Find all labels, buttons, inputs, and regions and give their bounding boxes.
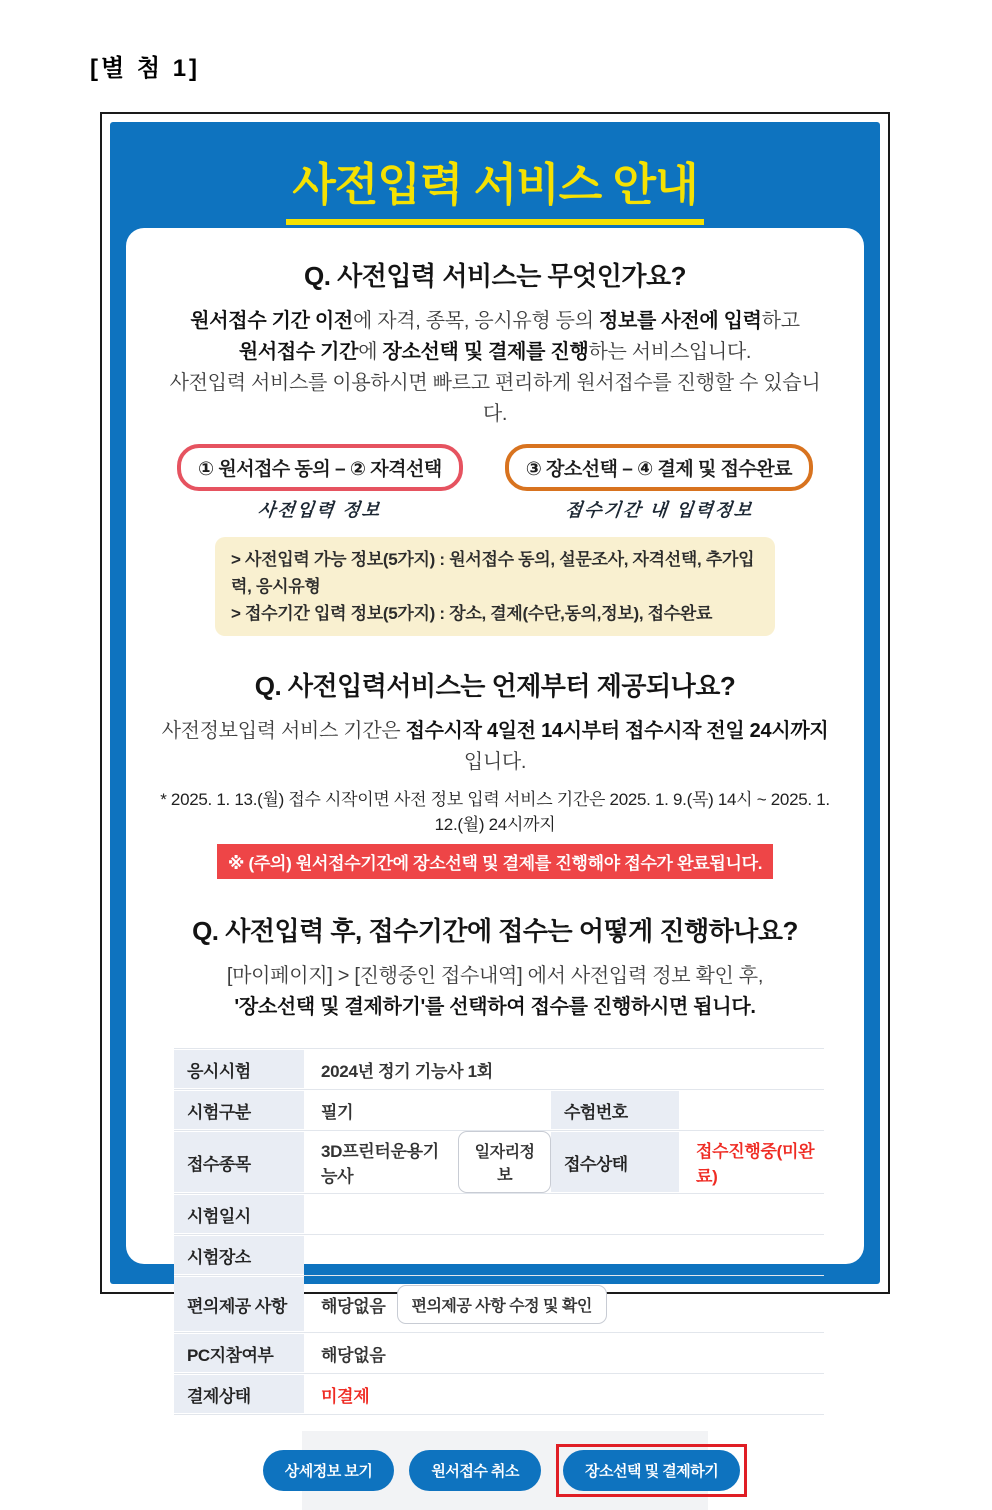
row-label: 접수상태 [551, 1131, 679, 1193]
page-title: 사전입력 서비스 안내 [286, 148, 703, 225]
section-q3 [160, 911, 830, 1023]
question-title-2: Q. 사전입력서비스는 언제부터 제공되나요? [254, 671, 736, 701]
q2-example-note: * 2025. 1. 13.(월) 접수 시작이면 사전 정보 입력 서비스 기간은 2025. 1. 9.(목) 14시 ~ 2025. 1. 12.(월) 24시까지 [160, 790, 830, 834]
payment-status-text: 미결제 [321, 1386, 370, 1406]
text-segment: 하고 [761, 310, 800, 332]
badge-caption-period-input: 접수기간 내 입력정보 [563, 500, 755, 520]
row-value: 2024년 정기 기능사 1회 [321, 1061, 493, 1081]
q2-body [160, 716, 830, 778]
table-row-division [174, 1090, 824, 1131]
q1-body-line2 [160, 337, 830, 368]
q3-body-line2 [160, 992, 830, 1023]
row-label: 접수종목 [174, 1131, 304, 1193]
question-title-3: Q. 사전입력 후, 접수기간에 접수는 어떻게 진행하나요? [192, 916, 798, 946]
row-label: 응시시험 [174, 1049, 304, 1089]
row-value [304, 1131, 551, 1193]
warning-banner: ※ (주의) 원서접수기간에 장소선택 및 결제를 진행해야 접수가 완료됩니다. [217, 844, 773, 879]
row-value: 필기 [321, 1102, 354, 1122]
table-row-place [174, 1235, 824, 1276]
q1-body-line1 [160, 306, 830, 337]
row-label: 결제상태 [174, 1374, 304, 1414]
banner [110, 122, 880, 226]
row-value: 해당없음 [321, 1345, 386, 1365]
text-segment: 사전정보입력 서비스 기간은 [161, 720, 406, 742]
badge-group-pre-input [177, 444, 463, 522]
job-info-button[interactable]: 일자리정보 [458, 1131, 551, 1193]
document-frame [100, 112, 890, 1480]
process-badges [160, 444, 830, 522]
registration-table [174, 1048, 824, 1415]
info-line-1: > 사전입력 가능 정보(5가지) : 원서접수 동의, 설문조사, 자격선택, 추가입력, 응시유형 [231, 550, 755, 596]
info-box [215, 537, 775, 636]
q3-body [160, 961, 830, 1023]
question-title-1: Q. 사전입력 서비스는 무엇인가요? [303, 261, 686, 291]
table-row-subject [174, 1131, 824, 1194]
warning-wrap [160, 844, 830, 879]
table-row-convenience [174, 1276, 824, 1333]
row-value [304, 1194, 824, 1234]
q1-body-line3: 사전입력 서비스를 이용하시면 빠르고 편리하게 원서접수를 진행할 수 있습니다. [169, 372, 821, 425]
content-card [126, 228, 864, 1480]
status-text: 접수진행중(미완료) [696, 1142, 815, 1186]
row-label: PC지참여부 [174, 1333, 304, 1373]
text-segment: 접수시작 4일전 14시부터 접수시작 전일 24시까지 [405, 720, 829, 742]
badge-step-1-2: ① 원서접수 동의 – ② 자격선택 [177, 444, 463, 491]
q2-body-line1 [160, 716, 830, 778]
badge-group-period-input [505, 444, 813, 522]
convenience-edit-button[interactable]: 편의제공 사항 수정 및 확인 [397, 1285, 607, 1324]
info-line-2: > 접수기간 입력 정보(5가지) : 장소, 결제(수단,동의,정보), 접수완료 [231, 604, 713, 623]
row-label: 시험장소 [174, 1235, 304, 1275]
blue-panel [110, 122, 880, 1480]
text-segment: 원서접수 기간 이전 [190, 310, 353, 332]
table-row-datetime [174, 1194, 824, 1235]
text-segment: 장소선택 및 결제를 진행 [382, 341, 589, 363]
badge-step-3-4: ③ 장소선택 – ④ 결제 및 접수완료 [505, 444, 813, 491]
row-label: 시험구분 [174, 1090, 304, 1130]
text-segment: 입니다. [463, 751, 527, 773]
row-value [304, 1235, 824, 1275]
convenience-value: 해당없음 [321, 1296, 386, 1316]
row-label: 편의제공 사항 [174, 1276, 304, 1332]
select-pay-button[interactable]: 장소선택 및 결제하기 [563, 1450, 740, 1491]
section-q2 [160, 666, 830, 879]
detail-button[interactable]: 상세정보 보기 [263, 1450, 395, 1491]
table-row-exam [174, 1049, 824, 1090]
q1-body [160, 306, 830, 430]
text-segment: 원서접수 기간 [238, 341, 359, 363]
row-value [304, 1276, 824, 1332]
attachment-label: [별 첨 1] [90, 55, 201, 82]
text-segment: '장소선택 및 결제하기'를 선택하여 접수를 진행하시면 됩니다. [234, 996, 756, 1018]
text-segment: 에 자격, 종목, 응시유형 등의 [352, 310, 599, 332]
actions-band [284, 1431, 719, 1510]
badge-caption-pre-input: 사전입력 정보 [257, 500, 383, 520]
table-row-pc [174, 1333, 824, 1374]
row-value [679, 1090, 824, 1130]
q3-body-line1: [마이페이지] > [진행중인 접수내역] 에서 사전입력 정보 확인 후, [226, 965, 764, 987]
subject-name: 3D프린터운용기능사 [321, 1142, 439, 1186]
text-segment: 정보를 사전에 입력 [598, 310, 762, 332]
table-row-payment [174, 1374, 824, 1415]
row-label: 수험번호 [551, 1090, 679, 1130]
cancel-button[interactable]: 원서접수 취소 [409, 1450, 541, 1491]
row-label: 시험일시 [174, 1194, 304, 1234]
section-q1 [160, 256, 830, 636]
highlight-box [556, 1444, 747, 1497]
text-segment: 하는 서비스입니다. [588, 341, 752, 363]
text-segment: 에 [358, 341, 383, 363]
